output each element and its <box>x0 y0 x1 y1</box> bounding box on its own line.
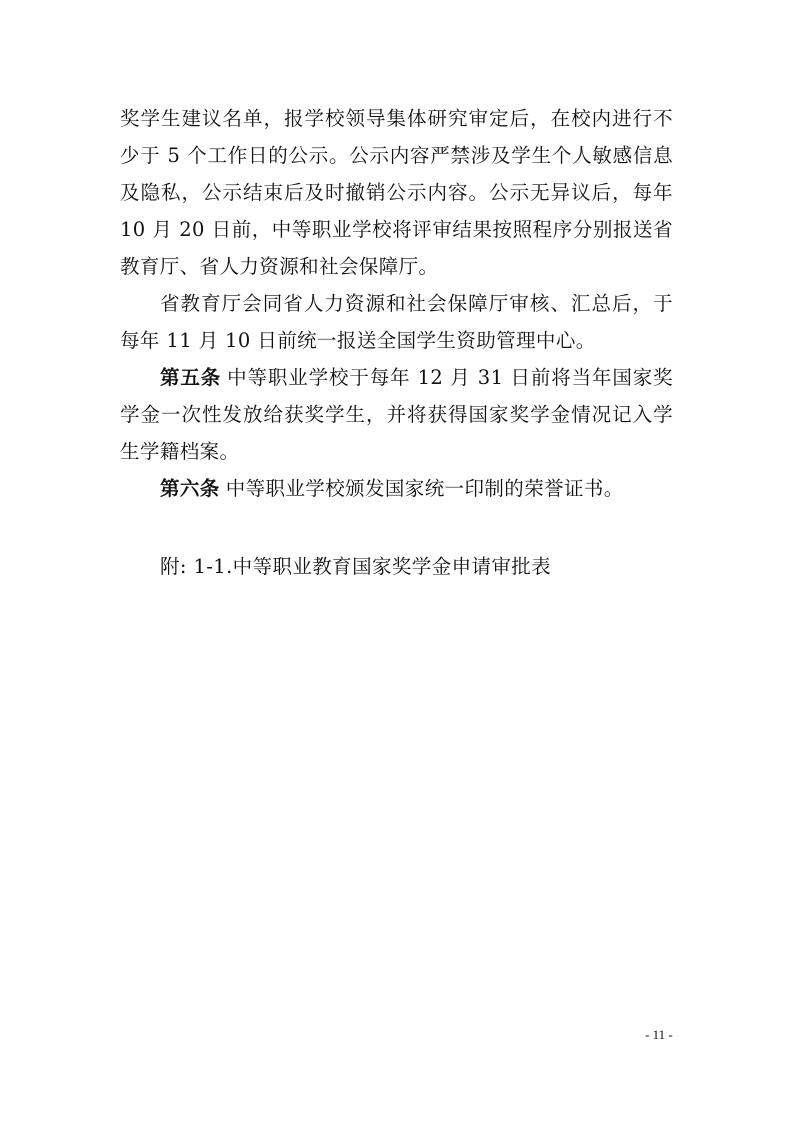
body-text-line: 每年 11 月 10 日前统一报送全国学生资助管理中心。 <box>120 329 596 352</box>
body-text-line: 奖学生建议名单，报学校领导集体研究审定后，在校内进行不 <box>120 107 673 130</box>
article-five-first-line <box>160 366 673 390</box>
body-text-line: 10 月 20 日前，中等职业学校将评审结果按照程序分别报送省 <box>120 218 673 241</box>
body-text-line: 省教育厅会同省人力资源和社会保障厅审核、汇总后，于 <box>160 292 673 315</box>
page-number: - 11 - <box>645 1027 673 1042</box>
article-six-line <box>160 477 673 501</box>
body-text-line: 及隐私，公示结束后及时撤销公示内容。公示无异议后，每年 <box>120 181 673 204</box>
body-text-line: 生学籍档案。 <box>120 440 240 463</box>
article-five-text: 中等职业学校于每年 12 月 31 日前将当年国家奖 <box>227 366 673 389</box>
body-text-line: 教育厅、省人力资源和社会保障厅。 <box>120 255 439 278</box>
body-text-line: 少于 5 个工作日的公示。公示内容严禁涉及学生个人敏感信息 <box>120 144 673 167</box>
article-six-text: 中等职业学校颁发国家统一印制的荣誉证书。 <box>225 477 624 500</box>
body-text-line: 学金一次性发放给获奖学生，并将获得国家奖学金情况记入学 <box>120 403 673 426</box>
article-six-title: 第六条 <box>160 477 220 500</box>
article-five-title: 第五条 <box>160 366 222 389</box>
attachment-reference: 附: 1-1.中等职业教育国家奖学金申请审批表 <box>160 555 552 578</box>
